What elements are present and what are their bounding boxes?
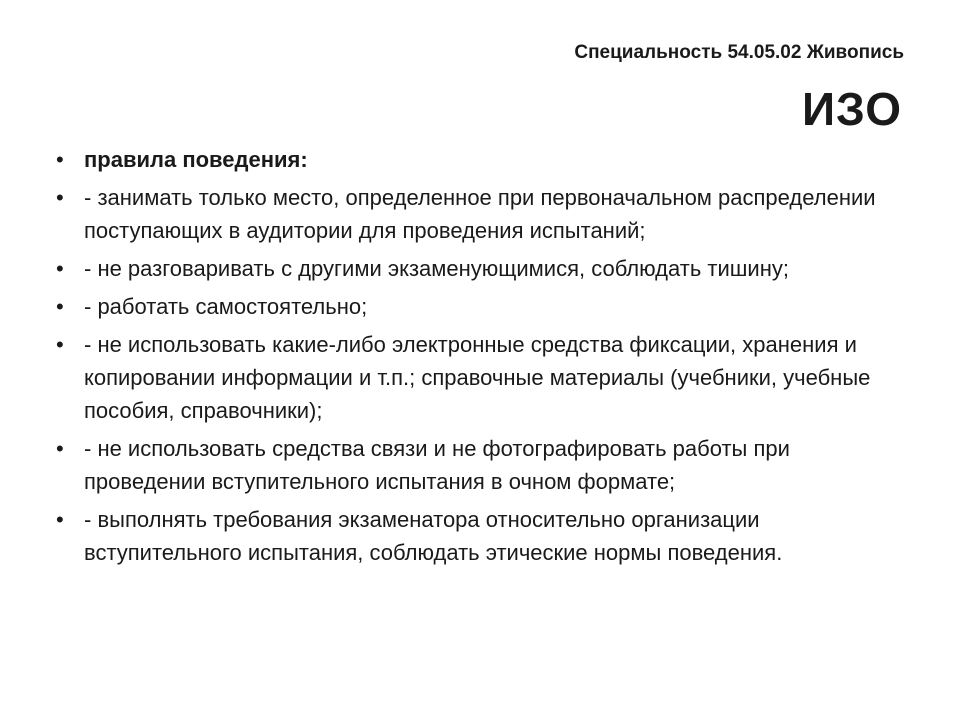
list-item	[54, 252, 894, 285]
rules-list	[54, 143, 894, 574]
rule-text: - не использовать какие-либо электронные средства фиксации, хранения и копировании информации и т.п.; справочные материалы (учебники, учебные пособия, справочники);	[84, 332, 871, 423]
rule-text: - работать самостоятельно;	[84, 294, 368, 319]
list-item	[54, 290, 894, 323]
bullet-icon: •	[56, 147, 64, 172]
bullet-icon: •	[56, 256, 64, 281]
rule-text: - не разговаривать с другими экзаменующимися, соблюдать тишину;	[84, 256, 789, 281]
bullet-icon: •	[56, 294, 64, 319]
list-item	[54, 328, 894, 427]
bullet-icon: •	[56, 185, 64, 210]
bullet-icon: •	[56, 436, 64, 461]
list-item	[54, 503, 894, 569]
subject-title: ИЗО	[801, 83, 902, 135]
specialty-heading: Специальность 54.05.02 Живопись	[574, 42, 904, 63]
bullet-icon: •	[56, 507, 64, 532]
rules-heading: правила поведения:	[84, 147, 308, 172]
rule-text: - выполнять требования экзаменатора относительно организации вступительного испытания, соблюдать этические нормы поведения.	[84, 507, 783, 565]
list-item	[54, 432, 894, 498]
list-item	[54, 181, 894, 247]
list-item	[54, 143, 894, 176]
rule-text: - не использовать средства связи и не фотографировать работы при проведении вступительного испытания в очном формате;	[84, 436, 790, 494]
bullet-icon: •	[56, 332, 64, 357]
rule-text: - занимать только место, определенное при первоначальном распределении поступающих в аудитории для проведения испытаний;	[84, 185, 876, 243]
